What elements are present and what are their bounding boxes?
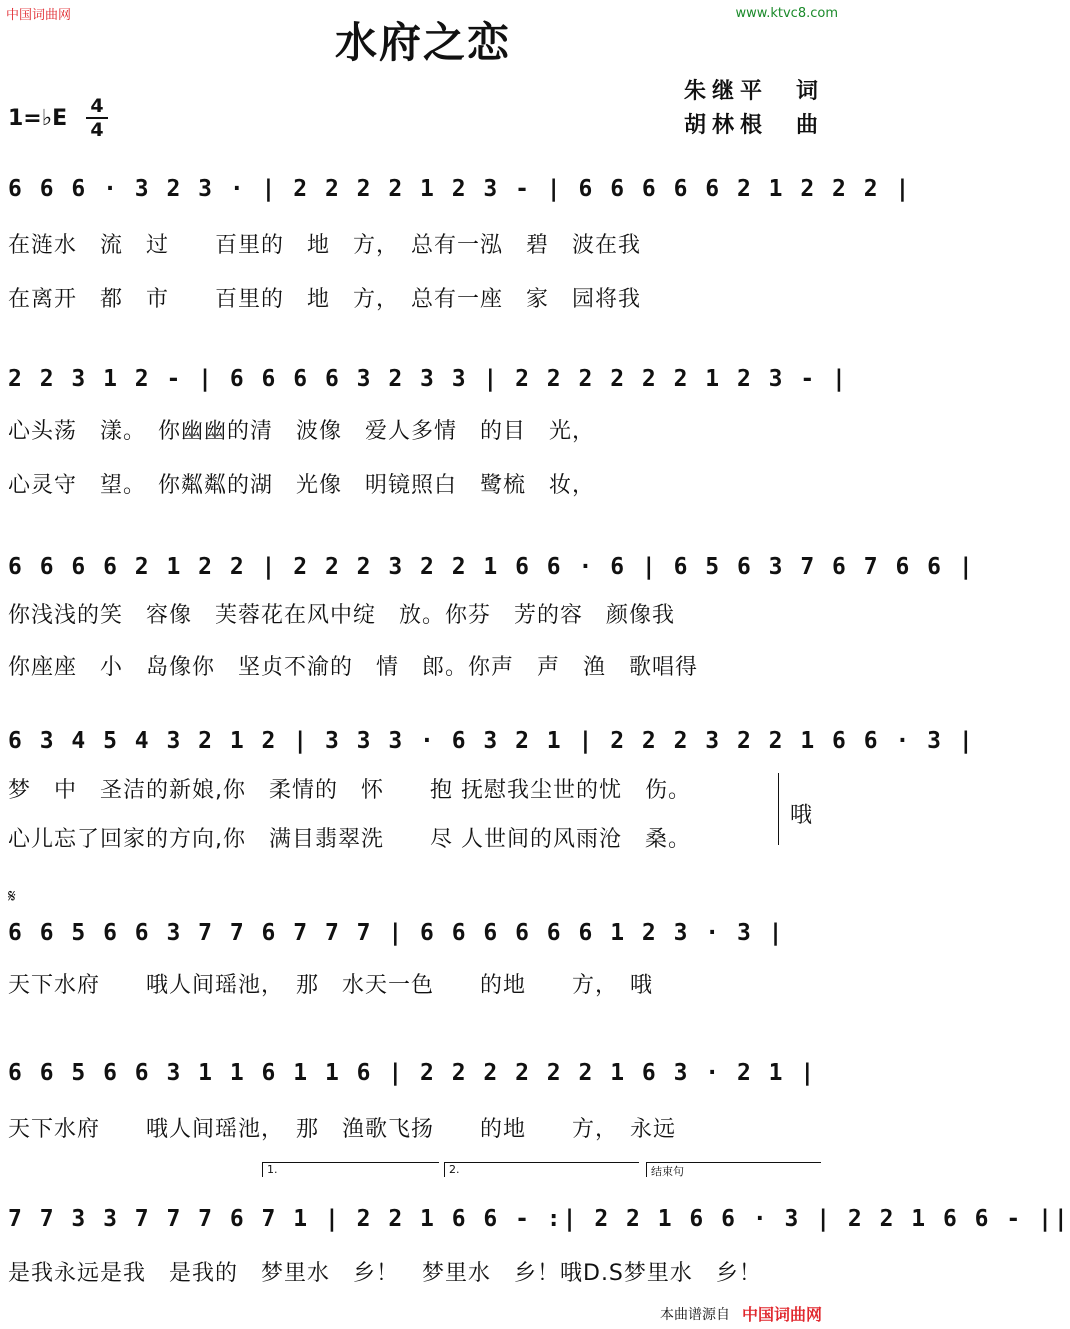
lyric-line-4-verse-2: 心儿忘了回家的方向,你 满目翡翠洗 尽 人世间的风雨沧 桑。 <box>8 827 691 852</box>
site-url[interactable]: www.ktvc8.com <box>735 6 838 21</box>
volta-ending-phrase: 结束句 <box>646 1162 821 1177</box>
notation-line-5: 6 6 5 6 6 3 7 7 6 7 7 7 | 6 6 6 6 6 6 1 2 3 · 3 | <box>8 920 785 946</box>
segno-sign: 𝄋 <box>8 886 16 907</box>
verse-bracket <box>770 773 779 845</box>
lyric-line-1-verse-2: 在离开 都 市 百里的 地 方， 总有一座 家 园将我 <box>8 287 642 312</box>
lyric-line-3-verse-2: 你座座 小 岛像你 坚贞不渝的 情 郎。你声 声 渔 歌唱得 <box>8 655 699 680</box>
lyric-line-3-verse-1: 你浅浅的笑 容像 芙蓉花在风中绽 放。你芬 芳的容 颜像我 <box>8 603 676 628</box>
notation-line-7: 7 7 3 3 7 7 7 6 7 1 | 2 2 1 6 6 - :| 2 2 1 6 6 · 3 | 2 2 1 6 6 - || <box>8 1206 1070 1232</box>
lyric-line-2-verse-2: 心灵守 望。 你粼粼的湖 光像 明镜照白 鹭梳 妆， <box>8 473 596 498</box>
lyric-line-6: 天下水府 哦人间瑶池， 那 渔歌飞扬 的地 方， 永远 <box>8 1117 677 1142</box>
footer-source-label: 本曲谱源自 <box>660 1307 730 1323</box>
lyric-line-1-verse-1: 在涟水 流 过 百里的 地 方， 总有一泓 碧 波在我 <box>8 233 642 258</box>
key-signature: 1=♭E <box>8 106 68 131</box>
volta-second-ending: 2. <box>444 1162 639 1177</box>
notation-line-6: 6 6 5 6 6 3 1 1 6 1 1 6 | 2 2 2 2 2 2 1 6 3 · 2 1 | <box>8 1060 817 1086</box>
song-title: 水府之恋 <box>334 18 511 67</box>
footer-source-site[interactable]: 中国词曲网 <box>742 1305 823 1324</box>
composer-credit: 胡林根 曲 <box>684 113 825 138</box>
side-interjection: 哦 <box>790 803 813 828</box>
notation-line-2: 2 2 3 1 2 - | 6 6 6 6 3 2 3 3 | 2 2 2 2 2 2 1 2 3 - | <box>8 366 848 392</box>
lyric-line-4-verse-1: 梦 中 圣洁的新娘,你 柔情的 怀 抱 抚慰我尘世的忧 伤。 <box>8 778 691 803</box>
lyricist-credit: 朱继平 词 <box>684 79 825 104</box>
lyric-line-5: 天下水府 哦人间瑶池， 那 水天一色 的地 方， 哦 <box>8 973 654 998</box>
site-logo-left[interactable]: 中国词曲网 <box>6 8 72 23</box>
lyric-line-2-verse-1: 心头荡 漾。 你幽幽的清 波像 爱人多情 的目 光， <box>8 419 596 444</box>
volta-first-ending: 1. <box>262 1162 439 1177</box>
time-signature-top: 4 <box>90 95 104 117</box>
time-signature <box>86 96 108 140</box>
notation-line-3: 6 6 6 6 2 1 2 2 | 2 2 2 3 2 2 1 6 6 · 6 | 6 5 6 3 7 6 7 6 6 | <box>8 554 975 580</box>
lyric-line-7: 是我永远是我 是我的 梦里水 乡！ 梦里水 乡！哦D.S梦里水 乡！ <box>8 1261 762 1286</box>
time-signature-bottom: 4 <box>90 119 104 141</box>
notation-line-1: 6 6 6 · 3 2 3 · | 2 2 2 2 1 2 3 - | 6 6 6 6 6 2 1 2 2 2 | <box>8 176 912 202</box>
notation-line-4: 6 3 4 5 4 3 2 1 2 | 3 3 3 · 6 3 2 1 | 2 2 2 3 2 2 1 6 6 · 3 | <box>8 728 975 754</box>
